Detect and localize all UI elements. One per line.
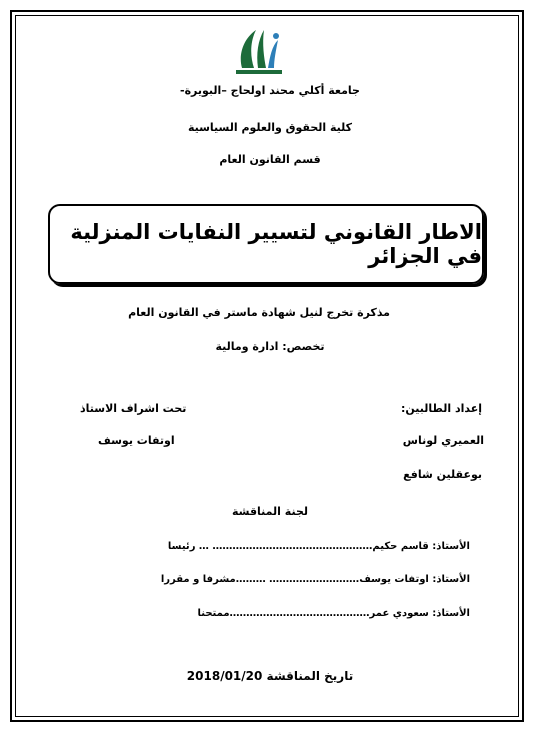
committee-member-role: ……………………… ………مشرفا و مقررا: [160, 574, 360, 585]
faculty-name: كلية الحقوق والعلوم السياسية: [187, 121, 353, 134]
supervisor-label: تحت اشراف الاستاذ: [80, 402, 187, 415]
committee-member-3: [70, 608, 470, 619]
thesis-title: الاطار القانوني لتسيير النفايات المنزلية في الجزائر: [70, 220, 482, 268]
thesis-subtitle: مذكرة تخرج لنيل شهادة ماستر في القانون العام: [128, 306, 390, 319]
committee-member-2: [70, 574, 470, 585]
student-name-2: بوعقلين شافع: [403, 468, 482, 481]
specialty: تخصص: ادارة ومالية: [215, 340, 325, 353]
committee-member-role: ……………………………………ممتحنا: [197, 608, 370, 619]
university-name: جامعة أكلي محند اولحاج –البويرة-: [180, 84, 360, 97]
supervisor-name: اوتفات يوسف: [98, 434, 175, 447]
university-logo: [232, 24, 286, 78]
committee-member-name: الأستاذ: سعودي عمر: [369, 608, 470, 619]
committee-title: لجنة المناقشة: [231, 505, 308, 518]
committee-member-1: [70, 541, 470, 552]
students-label: إعداد الطالبين:: [400, 402, 482, 415]
department-name: قسم القانون العام: [219, 153, 321, 166]
committee-member-name: الأستاذ: اوتفات يوسف: [359, 574, 470, 585]
student-name-1: العميري لوناس: [402, 434, 484, 447]
committee-member-name: الأستاذ: قاسم حكيم: [372, 541, 470, 552]
title-box: [48, 204, 484, 284]
committee-member-role: ………………………………………… … رئيسا: [167, 541, 373, 552]
defense-date: تاريخ المناقشة 2018/01/20: [186, 669, 354, 683]
